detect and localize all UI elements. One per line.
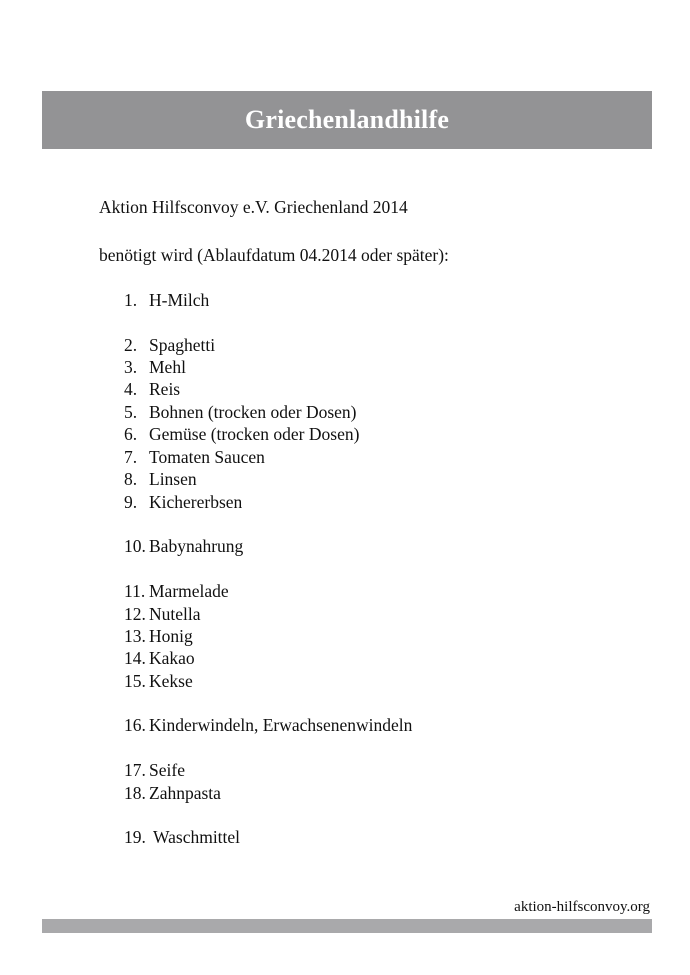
item-label: Seife [149,760,185,780]
list-item [124,759,185,781]
item-number: 16. [124,715,146,735]
list-item [124,782,221,804]
list-item [124,535,244,557]
item-label: Spaghetti [149,335,216,355]
item-number: 7. [124,447,138,467]
item-number: 2. [124,335,138,355]
footer-url: aktion-hilfsconvoy.org [514,899,650,915]
item-number: 8. [124,469,138,489]
list-item [124,446,265,468]
item-label: Reis [149,379,181,399]
item-number: 11. [124,581,146,601]
list-item [124,378,181,400]
item-label: Linsen [149,469,197,489]
item-number: 17. [124,760,146,780]
item-label: Kekse [149,671,193,691]
item-label: Zahnpasta [149,783,221,803]
item-label: Kakao [149,648,195,668]
item-number: 1. [124,290,138,310]
item-number: 12. [124,604,146,624]
item-label: Marmelade [149,581,229,601]
page-title: Griechenlandhilfe [244,105,450,134]
item-number: 3. [124,357,138,377]
item-number: 18. [124,783,146,803]
item-label: Nutella [149,604,201,624]
item-number: 13. [124,626,146,646]
item-number: 10. [124,536,146,556]
list-item [124,468,197,490]
item-label: Bohnen (trocken oder Dosen) [149,402,357,422]
organization-line: Aktion Hilfsconvoy e.V. Griechenland 2014 [99,197,408,217]
item-label: Tomaten Saucen [149,447,265,467]
item-number: 14. [124,648,146,668]
item-label: Honig [149,626,193,646]
list-item [124,625,193,647]
item-label: H-Milch [149,290,210,310]
item-number: 5. [124,402,138,422]
item-number: 19. [124,827,146,847]
list-item [124,826,241,848]
list-item [124,401,357,423]
list-item [124,423,360,445]
needed-line: benötigt wird (Ablaufdatum 04.2014 oder später): [99,245,449,265]
item-label: Mehl [149,357,186,377]
item-number: 6. [124,424,138,444]
list-item [124,647,195,669]
item-number: 9. [124,492,138,512]
item-label: Kichererbsen [149,492,243,512]
list-item [124,714,413,736]
footer-bar [42,919,652,933]
title-bar [42,91,652,149]
list-item [124,670,193,692]
list-item [124,580,229,602]
item-label: Gemüse (trocken oder Dosen) [149,424,360,444]
list-item [124,289,210,311]
item-number: 4. [124,379,138,399]
list-item [124,334,216,356]
list-item [124,491,243,513]
item-label: Kinderwindeln, Erwachsenenwindeln [149,715,413,735]
item-label: Waschmittel [153,827,241,847]
list-item [124,356,186,378]
item-label: Babynahrung [149,536,244,556]
list-item [124,603,201,625]
item-number: 15. [124,671,146,691]
